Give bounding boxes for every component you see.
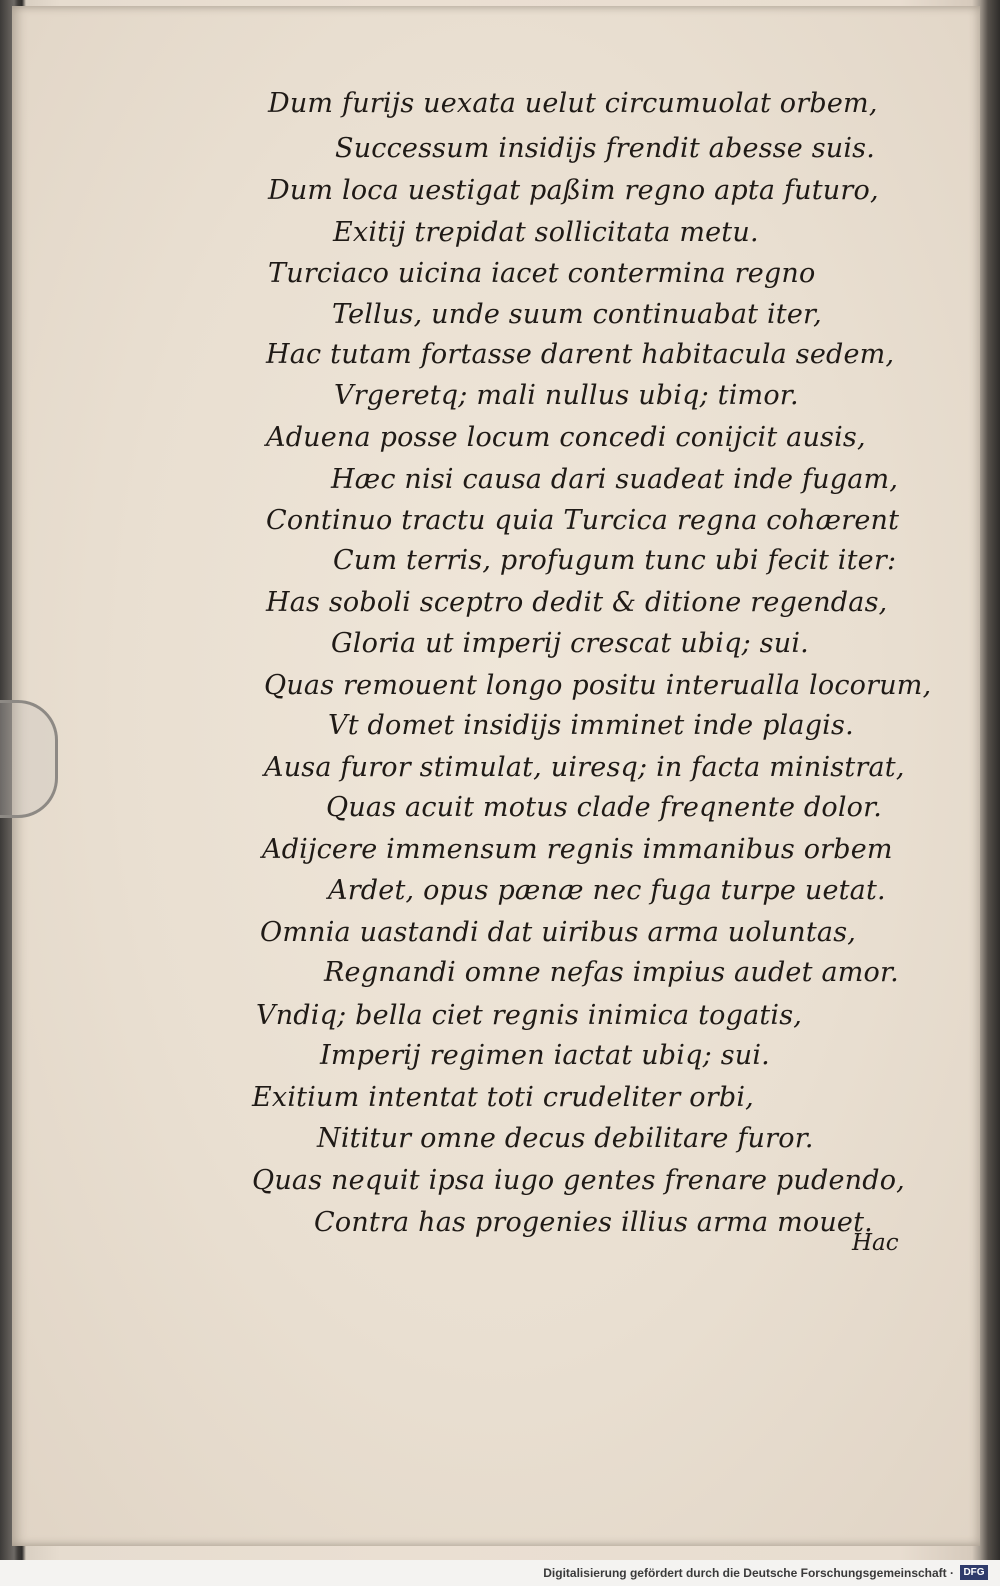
verse-line: Tellus, unde suum continuabat iter, [332,299,822,330]
verse-line: Continuo tractu quia Turcica regna cohærent [266,505,900,536]
verse-line: Exitium intentat toti crudeliter orbi, [252,1082,754,1113]
verse-line: Hæc nisi causa dari suadeat inde fugam, [331,464,899,495]
verse-line: Quas remouent longo positu interualla locorum, [264,670,932,701]
digitization-footer [0,1560,1000,1586]
verse-line: Omnia uastandi dat uiribus arma uoluntas, [260,917,857,948]
verse-line: Dum furijs uexata uelut circumuolat orbem, [268,88,878,119]
verse-line: Successum insidijs frendit abesse suis. [335,133,876,164]
verse-line: Contra has progenies illius arma mouet. [314,1207,873,1238]
verse-line: Hac tutam fortasse darent habitacula sedem, [266,339,895,370]
verse-line: Aduena posse locum concedi conijcit ausis, [266,422,866,453]
verse-line: Imperij regimen iactat ubiq; sui. [320,1040,770,1071]
verse-line: Quas acuit motus clade freqnente dolor. [326,792,883,823]
verse-line: Nititur omne decus debilitare furor. [317,1123,814,1154]
footer-credit-text: Digitalisierung gefördert durch die Deutsche Forschungsgemeinschaft · [543,1566,954,1580]
verse-line: Ardet, opus pænæ nec fuga turpe uetat. [328,875,886,906]
verse-line: Ausa furor stimulat, uiresq; in facta ministrat, [264,752,905,783]
verse-line: Gloria ut imperij crescat ubiq; sui. [331,628,809,659]
verse-line: Quas nequit ipsa iugo gentes frenare pudendo, [252,1165,905,1196]
verse-line: Vt domet insidijs imminet inde plagis. [328,710,854,741]
verse-line: Regnandi omne nefas impius audet amor. [324,957,899,988]
verse-line: Dum loca uestigat paßim regno apta futuro, [268,175,879,206]
verse-line: Vrgeretq; mali nullus ubiq; timor. [334,380,799,411]
verse-line: Has soboli sceptro dedit & ditione regendas, [266,587,888,618]
verse-line: Vndiq; bella ciet regnis inimica togatis, [256,1000,803,1031]
dfg-logo: DFG [960,1565,988,1580]
verse-line: Adijcere immensum regnis immanibus orbem [262,834,893,865]
verse-line: Exitij trepidat sollicitata metu. [333,217,759,248]
verse-line: Turciaco uicina iacet contermina regno [268,258,816,289]
verse-line: Cum terris, profugum tunc ubi fecit iter: [333,545,897,576]
catchword: Hac [852,1230,899,1256]
